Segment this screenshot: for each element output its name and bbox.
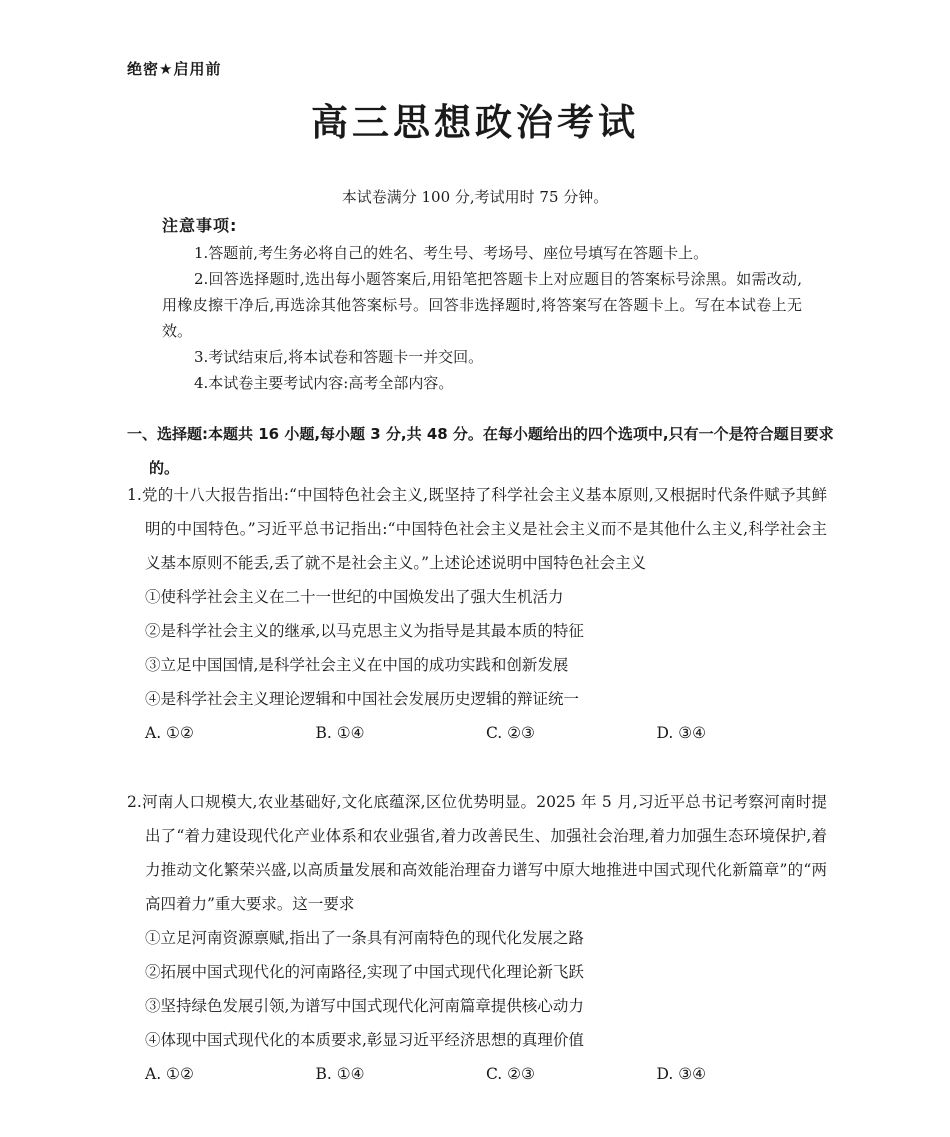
choice-c: C. ②③ bbox=[486, 1065, 535, 1083]
notice-item: 4.本试卷主要考试内容:高考全部内容。 bbox=[194, 374, 454, 392]
notice-item: 2.回答选择题时,选出每小题答案后,用铅笔把答题卡上对应题目的答案标号涂黑。如需改动,用橡皮擦干净后,再选涂其他答案标号。回答非选择题时,将答案写在答题卡上。写在本试卷上无效。 bbox=[162, 270, 802, 340]
question-stem: 1.党的十八大报告指出:“中国特色社会主义,既坚持了科学社会主义基本原则,又根据时代条件赋予其鲜明的中国特色。”习近平总书记指出:“中国特色社会主义是社会主义而不是其他什么主义,科学社会主义基本原则不能丢,丢了就不是社会主义。”上述论述说明中国特色社会主义 bbox=[127, 486, 827, 572]
choice-b: B. ①④ bbox=[315, 1065, 365, 1083]
notice-list bbox=[162, 240, 802, 396]
notice-item: 3.考试结束后,将本试卷和答题卡一并交回。 bbox=[194, 348, 484, 366]
score-line: 本试卷满分 100 分,考试用时 75 分钟。 bbox=[341, 188, 609, 206]
statement-option: ①立足河南资源禀赋,指出了一条具有河南特色的现代化发展之路 bbox=[145, 929, 584, 947]
statement-option: ④体现中国式现代化的本质要求,彰显习近平经济思想的真理价值 bbox=[145, 1031, 584, 1049]
answer-choices bbox=[127, 716, 827, 750]
question-2 bbox=[127, 785, 827, 1091]
statement-option: ②是科学社会主义的继承,以马克思主义为指导是其最本质的特征 bbox=[145, 622, 584, 640]
choice-b: B. ①④ bbox=[315, 724, 365, 742]
choice-a: A. ①② bbox=[145, 724, 194, 742]
statement-option: ④是科学社会主义理论逻辑和中国社会发展历史逻辑的辩证统一 bbox=[145, 690, 580, 708]
statement-option: ③坚持绿色发展引领,为谱写中国式现代化河南篇章提供核心动力 bbox=[145, 997, 584, 1015]
secret-mark: 绝密★启用前 bbox=[127, 60, 222, 78]
choice-a: A. ①② bbox=[145, 1065, 194, 1083]
question-stem: 2.河南人口规模大,农业基础好,文化底蕴深,区位优势明显。2025 年 5 月,习近平总书记考察河南时提出了“着力建设现代化产业体系和农业强省,着力改善民生、加强社会治理,着力加强生态环境保护,着力推动文化繁荣兴盛,以高质量发展和高效能治理奋力谱写中原大地推进中国式现代化新篇章”的“两高四着力”重大要求。这一要求 bbox=[127, 793, 827, 913]
section-heading: 一、选择题:本题共 16 小题,每小题 3 分,共 48 分。在每小题给出的四个选项中,只有一个是符合题目要求的。 bbox=[127, 425, 834, 477]
statement-option: ③立足中国国情,是科学社会主义在中国的成功实践和创新发展 bbox=[145, 656, 569, 674]
statement-option: ②拓展中国式现代化的河南路径,实现了中国式现代化理论新飞跃 bbox=[145, 963, 584, 981]
choice-d: D. ③④ bbox=[656, 724, 707, 742]
answer-choices bbox=[127, 1057, 827, 1091]
statement-option: ①使科学社会主义在二十一世纪的中国焕发出了强大生机活力 bbox=[145, 588, 564, 606]
choice-c: C. ②③ bbox=[486, 724, 535, 742]
notice-heading: 注意事项: bbox=[162, 216, 238, 235]
choice-d: D. ③④ bbox=[656, 1065, 707, 1083]
notice-item: 1.答题前,考生务必将自己的姓名、考生号、考场号、座位号填写在答题卡上。 bbox=[194, 244, 709, 262]
question-1 bbox=[127, 478, 827, 750]
exam-title: 高三思想政治考试 bbox=[311, 101, 639, 144]
